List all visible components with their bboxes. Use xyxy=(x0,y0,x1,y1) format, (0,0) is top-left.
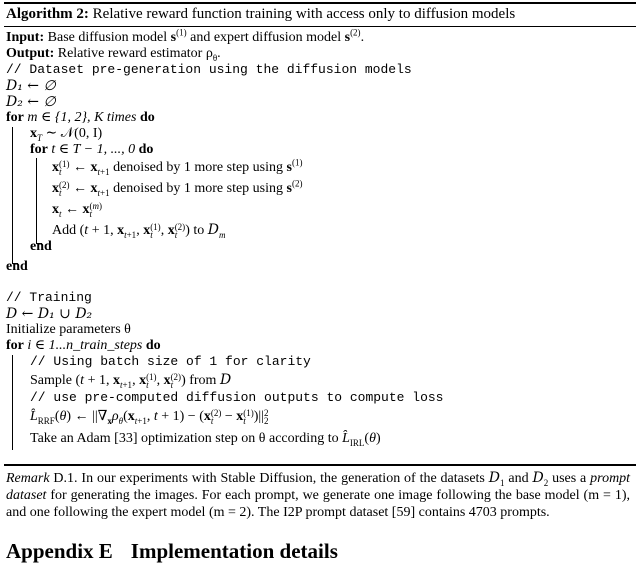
d-union: D ← D₁ ∪ D₂ xyxy=(6,306,93,322)
title-rule xyxy=(4,26,636,27)
algorithm-title xyxy=(6,5,515,23)
output-line: Output: Relative reward estimator $\rho_\theta$. xyxy=(6,46,221,63)
denoise-1-line: x (1) t ← $x_{t+1}$ denoised by 1 more step using $s^{(1)}$ xyxy=(52,157,303,178)
remark-paragraph: Remark D.1. In our experiments with Stable Diffusion, the generation of the datasets $D_1$ and $D_2$ uses a prompt dataset for generating the images. For each prompt, we generate one image following the base model (m = 1), and one following the expert model (m = 2). The I2P prompt dataset [59] contains 4703 prompts. xyxy=(6,470,631,520)
algorithm-title-text: Relative reward function training with access only to diffusion models xyxy=(92,6,516,22)
end-m-line: end xyxy=(6,259,28,274)
end-t-line: end xyxy=(30,239,52,254)
comment-precomputed: // use pre-computed diffusion outputs to compute loss xyxy=(30,390,444,405)
remark-number: D.1. xyxy=(53,471,78,486)
appendix-heading xyxy=(6,539,338,564)
add-line: Add (t + 1, $x_{t+1}$, x (1) t , x (2) t ) to $D_m$ xyxy=(52,221,226,240)
adam-line: Take an Adam [33] optimization step on θ according to $L̂_{IRL}(\theta)$ xyxy=(30,431,381,448)
denoise-2-line: x (2) t ← $x_{t+1}$ denoised by 1 more step using $s^{(2)}$ xyxy=(52,178,303,199)
loss-line: $L̂_{RRF}(\theta)$ ← $||\nabla_x\rho_\theta(x_{t+1}$, t + 1) − (x (2) t − x (1) t )|| 2 2 xyxy=(30,408,269,427)
for-i-block-bar xyxy=(12,355,13,450)
for-m-line: for m ∈ {1, 2}, K times do xyxy=(6,110,155,125)
xt-assign-line: $x_t$ ← x (m) t xyxy=(52,201,103,220)
comment-batch: // Using batch size of 1 for clarity xyxy=(30,354,311,369)
remark-head: Remark xyxy=(6,471,50,486)
for-m-block-bar xyxy=(12,127,13,263)
comment-pregen: // Dataset pre-generation using the diffusion models xyxy=(6,62,412,77)
for-t-line: for t ∈ T − 1, ..., 0 do xyxy=(30,142,154,157)
top-rule xyxy=(4,2,636,4)
appendix-label: Appendix E xyxy=(6,539,113,563)
init-params: Initialize parameters θ xyxy=(6,322,131,337)
prompt-dataset-term: prompt dataset xyxy=(6,471,631,503)
d2-init: D₂ ← ∅ xyxy=(6,94,56,110)
for-t-block-bar xyxy=(36,158,37,243)
bottom-rule xyxy=(4,464,636,466)
sample-line: Sample (t + 1, $x_{t+1}$, x (1) t , x (2) t ) from D xyxy=(30,371,232,390)
comment-training: // Training xyxy=(6,290,92,305)
input-line: Input: Base diffusion model $s^{(1)}$ and expert diffusion model $s^{(2)}$. xyxy=(6,27,365,45)
xT-line: $x_T$ ∼ 𝒩(0, I) xyxy=(30,126,103,143)
for-i-line: for i ∈ 1...n_train_steps do xyxy=(6,338,161,353)
algorithm-label: Algorithm 2: xyxy=(6,6,89,22)
appendix-title: Implementation details xyxy=(130,539,338,563)
d1-init: D₁ ← ∅ xyxy=(6,78,56,94)
